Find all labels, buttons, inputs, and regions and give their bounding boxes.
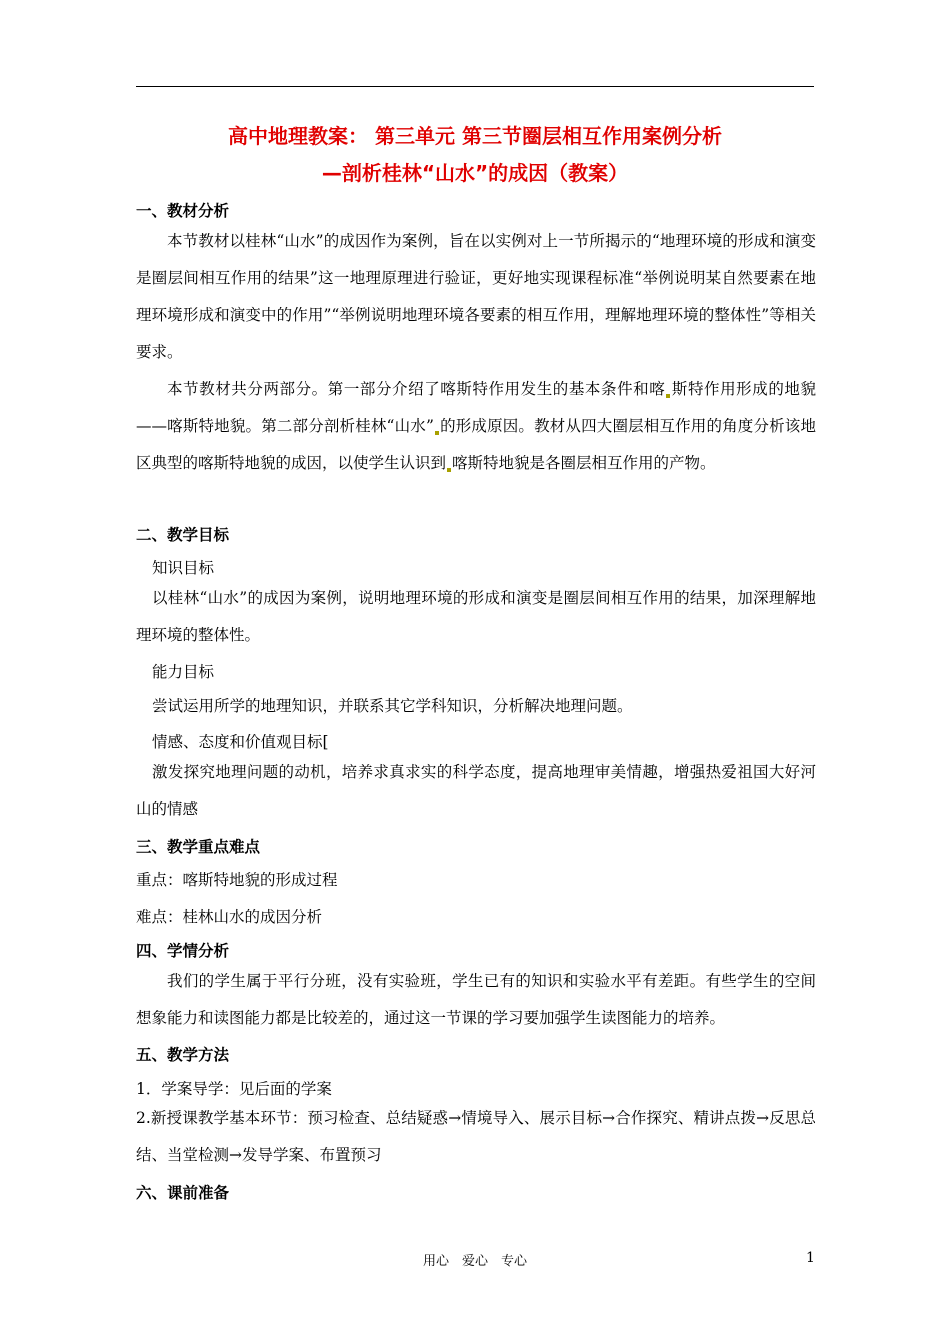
margin-dot-mark [447, 468, 451, 472]
page-number: 1 [806, 1250, 815, 1266]
margin-dot-mark [666, 394, 670, 398]
margin-dot-mark [435, 431, 439, 435]
section-heading-teaching-goals: 二、教学目标 [136, 526, 230, 544]
paragraph-2-part-c: 的形成原因。教材从四大圈层相互作用的角度分析该地区典型的喀斯特地貌的成因，以使学生认识到 [136, 417, 816, 472]
ability-goal-text: 尝试运用所学的地理知识，并联系其它学科知识，分析解决地理问题。 [152, 697, 633, 715]
textbook-analysis-paragraph-1: 本节教材以桂林“山水”的成因作为案例，旨在以实例对上一节所揭示的“地理环境的形成和演变是圈层间相互作用的结果”这一地理原理进行验证，更好地实现课程标准“举例说明某自然要素在地理环境形成和演变中的作用”“举例说明地理环境各要素的相互作用，理解地理环境的整体性”等相关要求。 [136, 232, 816, 361]
key-point-text: 重点：喀斯特地貌的形成过程 [136, 871, 338, 889]
emotion-goal-text: 激发探究地理问题的动机，培养求真求实的科学态度，提高地理审美情趣，增强热爱祖国大好河山的情感 [136, 763, 816, 818]
footer-motto: 用心 爱心 专心 [422, 1254, 527, 1269]
student-analysis-paragraph: 我们的学生属于平行分班，没有实验班，学生已有的知识和实验水平有差距。有些学生的空间想象能力和读图能力都是比较差的，通过这一节课的学习要加强学生读图能力的培养。 [136, 972, 816, 1027]
paragraph-2-part-b: 斯特作用形成的地貌——喀斯特地貌。第二部分剖析桂林“山水” [136, 380, 816, 435]
section-heading-student-analysis: 四、学情分析 [136, 942, 230, 960]
document-title-line2: —剖析桂林“山水”的成因（教案） [321, 161, 629, 185]
difficulty-text: 难点：桂林山水的成因分析 [136, 908, 323, 926]
document-title-line1: 高中地理教案： 第三单元 第三节圈层相互作用案例分析 [228, 124, 722, 148]
emotion-goal-label: 情感、态度和价值观目标[ [152, 733, 329, 751]
textbook-analysis-paragraph-2 [136, 371, 816, 482]
ability-goal-label: 能力目标 [152, 663, 215, 681]
knowledge-goal-text: 以桂林“山水”的成因为案例，说明地理环境的形成和演变是圈层间相互作用的结果，加深理解地理环境的整体性。 [136, 589, 816, 644]
knowledge-goal-label: 知识目标 [152, 559, 215, 577]
header-rule [136, 86, 814, 87]
paragraph-2-part-d: 喀斯特地貌是各圈层相互作用的产物。 [452, 454, 716, 472]
section-heading-textbook-analysis: 一、教材分析 [136, 202, 230, 220]
section-heading-teaching-methods: 五、教学方法 [136, 1046, 230, 1064]
paragraph-2-part-a: 本节教材共分两部分。第一部分介绍了喀斯特作用发生的基本条件和喀 [167, 380, 666, 398]
method-item-1: 1．学案导学：见后面的学案 [136, 1080, 332, 1098]
section-heading-preparation: 六、课前准备 [136, 1184, 230, 1202]
section-heading-key-points: 三、教学重点难点 [136, 838, 261, 856]
method-item-2: 2.新授课教学基本环节：预习检查、总结疑惑→情境导入、展示目标→合作探究、精讲点拨→反思总结、当堂检测→发导学案、布置预习 [136, 1109, 816, 1164]
